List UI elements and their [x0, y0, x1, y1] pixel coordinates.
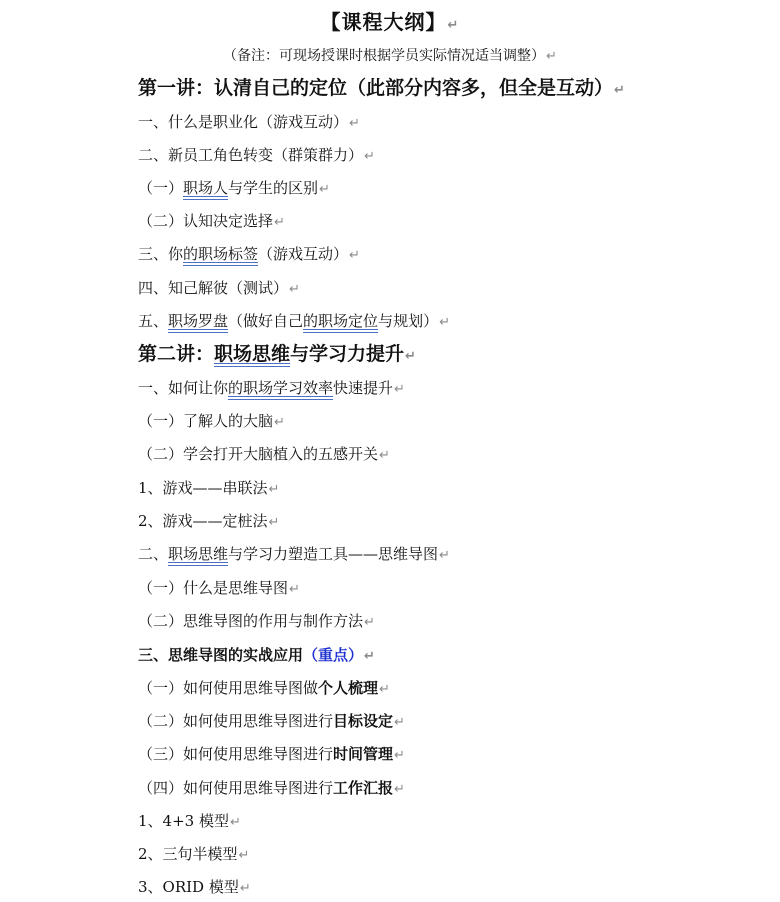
outline-subitem [138, 811, 241, 833]
outline-item [138, 112, 360, 134]
paragraph-mark-icon: ↵ [364, 149, 375, 164]
outline-subitem [138, 178, 330, 200]
outline-item-text: 与学生的区别 [228, 179, 319, 197]
outline-subitem [138, 744, 405, 766]
paragraph-mark-icon: ↵ [439, 315, 450, 330]
paragraph-mark-icon: ↵ [364, 649, 375, 664]
paragraph-mark-icon: ↵ [394, 748, 405, 763]
outline-item-key [138, 645, 375, 667]
outline-item [138, 378, 405, 400]
outline-item-text: （四）如何使用思维导图进行 [138, 779, 334, 797]
outline-subitem [138, 411, 285, 433]
paragraph-mark-icon: ↵ [268, 515, 280, 530]
remark-text: （备注：可现场授课时根据学员实际情况适当调整） [223, 48, 546, 64]
underlined-term: 的职场定位 [303, 312, 379, 330]
underlined-term: 职场罗盘 [168, 312, 229, 330]
paragraph-mark-icon: ↵ [239, 881, 251, 896]
outline-item-text: 三、你 [138, 245, 184, 263]
outline-subitem [138, 678, 390, 700]
paragraph-mark-icon: ↵ [274, 215, 285, 230]
paragraph-mark-icon: ↵ [405, 349, 416, 364]
underlined-term: 的职场标签 [183, 245, 259, 263]
outline-item-text: 1、游戏——串联法 [138, 479, 268, 497]
paragraph-mark-icon: ↵ [394, 382, 405, 397]
lecture-1-heading-text: 第一讲：认清自己的定位（此部分内容多，但全是互动） [138, 77, 614, 99]
bold-term: 目标设定 [333, 712, 394, 730]
bold-term: 工作汇报 [333, 779, 394, 797]
lecture-2-heading-text: 第二讲： [138, 343, 215, 365]
outline-item [138, 244, 360, 266]
underlined-term: 的职场学习效率 [228, 379, 334, 397]
paragraph-mark-icon: ↵ [349, 248, 360, 263]
paragraph-mark-icon: ↵ [394, 715, 405, 730]
outline-subitem [138, 211, 285, 233]
paragraph-mark-icon: ↵ [238, 848, 250, 863]
paragraph-mark-icon: ↵ [268, 482, 280, 497]
outline-subitem [138, 511, 279, 533]
outline-item-text: 一、如何让你 [138, 379, 229, 397]
bold-term: 个人梳理 [318, 679, 379, 697]
paragraph-mark-icon: ↵ [394, 782, 405, 797]
outline-item [138, 311, 450, 333]
outline-subitem [138, 578, 300, 600]
outline-item-text: （一）如何使用思维导图做 [138, 679, 319, 697]
outline-item-text: （做好自己 [228, 312, 304, 330]
outline-subitem [138, 444, 390, 466]
outline-subitem [138, 778, 405, 800]
paragraph-mark-icon: ↵ [319, 182, 330, 197]
outline-item-text: （二）如何使用思维导图进行 [138, 712, 334, 730]
outline-item-text: 1、4+3 模型 [138, 812, 229, 830]
paragraph-mark-icon: ↵ [274, 415, 285, 430]
outline-item [138, 145, 375, 167]
lecture-2-heading [138, 342, 416, 369]
paragraph-mark-icon: ↵ [289, 282, 300, 297]
outline-item-text: 快速提升 [333, 379, 394, 397]
paragraph-mark-icon: ↵ [364, 615, 375, 630]
lecture-1-heading [138, 76, 625, 103]
paragraph-mark-icon: ↵ [546, 49, 557, 64]
outline-item-text: （一）什么是思维导图 [138, 579, 289, 597]
outline-item-text: （一）了解人的大脑 [138, 412, 274, 430]
outline-item-text: （二）学会打开大脑植入的五感开关 [138, 445, 379, 463]
outline-subitem [138, 711, 405, 733]
paragraph-mark-icon: ↵ [349, 116, 360, 131]
lecture-2-heading-text: 与学习力提升 [290, 343, 405, 365]
outline-item-text: （一） [138, 179, 184, 197]
outline-item-text: 四、知己解彼（测试） [138, 279, 289, 297]
outline-item-text: 与规划） [378, 312, 439, 330]
outline-item-text: 一、什么是职业化（游戏互动） [138, 113, 349, 131]
outline-item [138, 278, 300, 300]
key-point-label: （重点） [303, 646, 364, 664]
outline-subitem [138, 478, 279, 500]
outline-item-text: 二、 [138, 545, 169, 563]
outline-item-text: （二）思维导图的作用与制作方法 [138, 612, 364, 630]
paragraph-mark-icon: ↵ [439, 548, 450, 563]
title-text: 【课程大纲】 [320, 10, 447, 34]
underlined-term: 职场思维 [214, 343, 291, 365]
outline-item-text: （三）如何使用思维导图进行 [138, 745, 334, 763]
outline-subitem [138, 877, 251, 899]
underlined-term: 职场人 [183, 179, 229, 197]
paragraph-mark-icon: ↵ [614, 83, 625, 98]
outline-item-text: 三、思维导图的实战应用 [138, 646, 304, 664]
document-title [0, 6, 780, 35]
outline-subitem [138, 844, 249, 866]
outline-item-text: 2、游戏——定桩法 [138, 512, 268, 530]
outline-item-text: 3、ORID 模型 [138, 878, 239, 896]
outline-subitem [138, 611, 375, 633]
paragraph-mark-icon: ↵ [289, 582, 300, 597]
underlined-term: 职场思维 [168, 545, 229, 563]
paragraph-mark-icon: ↵ [229, 815, 241, 830]
outline-item-text: 与学习力塑造工具——思维导图 [228, 545, 439, 563]
outline-item-text: （游戏互动） [258, 245, 349, 263]
outline-item-text: 2、三句半模型 [138, 845, 238, 863]
outline-item-text: 二、新员工角色转变（群策群力） [138, 146, 364, 164]
paragraph-mark-icon: ↵ [379, 682, 390, 697]
paragraph-mark-icon: ↵ [447, 18, 460, 33]
outline-item-text: （二）认知决定选择 [138, 212, 274, 230]
outline-item [138, 544, 450, 566]
remark-note [0, 45, 780, 65]
paragraph-mark-icon: ↵ [379, 448, 390, 463]
outline-item-text: 五、 [138, 312, 169, 330]
bold-term: 时间管理 [333, 745, 394, 763]
